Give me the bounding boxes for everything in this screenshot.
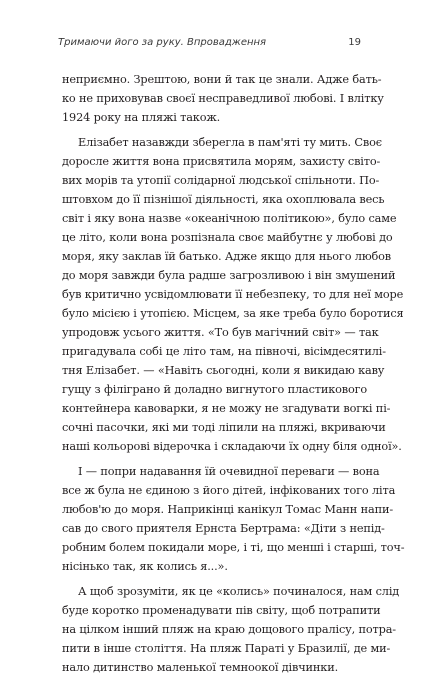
text-line: сав до свого приятеля Ернста Бертрама: «Діти з непід-	[62, 522, 385, 535]
text-line: це літо, коли вона розпізнала своє майбутнє у любові до	[62, 231, 393, 244]
text-line: неприємно. Зрештою, вони й так це знали. Адже бать-	[62, 73, 382, 86]
text-line: все ж була не єдиною з його дітей, інфікованих того літа	[62, 484, 396, 497]
text-line: Елізабет назавжди зберегла в пам'яті ту мить. Своє	[78, 136, 382, 149]
text-line: тня Елізабет. — «Навіть сьогодні, коли я викидаю каву	[62, 364, 385, 377]
text-line: було місією і утопією. Місцем, за яке треба було боротися	[62, 307, 404, 320]
text-line: штовхом до її пізнішої діяльності, яка охоплювала весь	[62, 193, 385, 206]
text-line: гущу з філіграно й доладно вигнутого пластикового	[62, 383, 368, 396]
text-line: І — попри надавання їй очевидної переваги — вона	[78, 465, 380, 478]
page-number: 19	[348, 37, 361, 48]
text-line: 1924 року на пляжі також.	[62, 111, 221, 124]
text-line: вих морів та утопії солідарної людської спільноти. По-	[62, 174, 380, 187]
running-header	[58, 37, 360, 53]
text-line: А щоб зрозуміти, як це «колись» починалося, нам слід	[78, 585, 400, 598]
text-line: любов'ю до моря. Наприкінці канікул Томас Манн напи-	[62, 503, 394, 516]
text-line: буде коротко променадувати пів світу, щоб потрапити	[62, 604, 381, 617]
page-body	[62, 70, 405, 677]
text-line: ко не приховував своєї несправедливої любові. І влітку	[62, 92, 384, 105]
paragraph	[62, 70, 384, 127]
text-line: упродовж усього життя. «То був магічний світ» — так	[62, 326, 379, 339]
text-line: нісінько так, як колись я...».	[62, 560, 228, 573]
text-line: контейнера кавоварки, я не можу не згадувати вогкі пі-	[62, 402, 391, 415]
text-line: на цілком інший пляж на краю дощового пралісу, потра-	[62, 623, 396, 636]
text-line: пригадувала собі це літо там, на півночі, вісімдесятилі-	[62, 345, 386, 358]
text-line: світ і яку вона назве «океанічною політикою», було саме	[62, 212, 397, 225]
paragraph	[62, 133, 404, 456]
paragraph	[62, 582, 400, 677]
text-line: моря, яку заклав їй батько. Адже якщо для нього любов	[62, 250, 392, 263]
text-line: сочні пасочки, які ми тоді ліпили на пляжі, вкриваючи	[62, 421, 386, 434]
running-title: Тримаючи його за руку. Впровадження	[58, 37, 267, 48]
paragraph	[62, 462, 405, 576]
text-line: наші кольорові відерочка і складаючи їх одну біля одної».	[62, 440, 402, 453]
text-line: був критично усвідомлювати її небезпеку, то для неї море	[62, 288, 404, 301]
text-line: нало дитинство маленької темноокої дівчинки.	[62, 661, 339, 674]
text-line: до моря завжди була радше загрозливою і він змушений	[62, 269, 396, 282]
text-line: доросле життя вона присвятила морям, захисту світо-	[62, 155, 381, 168]
text-line: пити в інше століття. На пляж Параті у Бразилії, де ми-	[62, 642, 391, 655]
text-line: робним болем покидали море, і ті, що менші і старші, точ-	[62, 541, 405, 554]
